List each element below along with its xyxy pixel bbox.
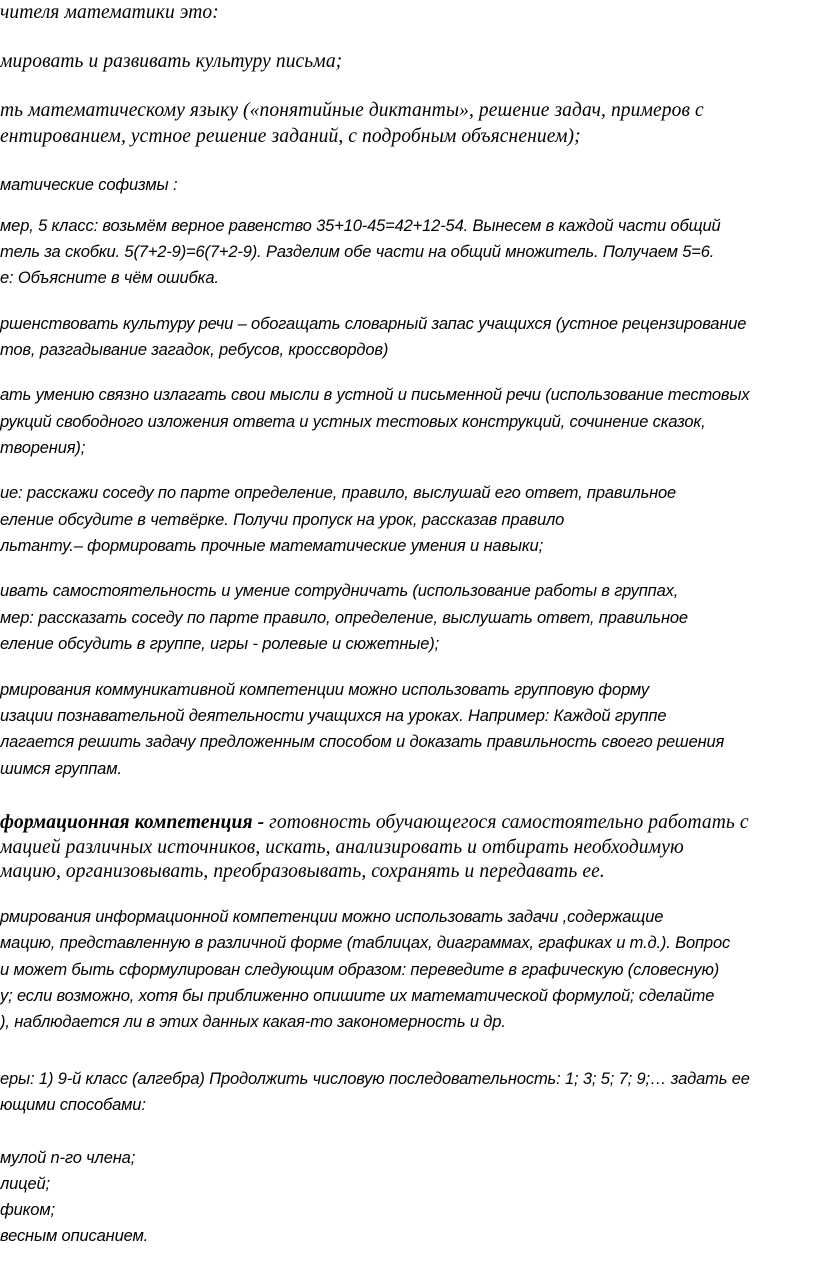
info-competence-term: формационная компетенция - xyxy=(0,812,265,833)
intro-line-2: мировать и развивать культуру письма; xyxy=(0,51,343,72)
sophisms-heading: матические софизмы : xyxy=(0,176,178,194)
communicative-line-3: лагается решить задачу предложенным способом и доказать правильность своего решения xyxy=(0,733,725,751)
info-tasks-line-1: рмирования информационной компетенции можно использовать задачи ,содержащие xyxy=(0,908,664,926)
info-competence-definition: готовность обучающегося самостоятельно работать с xyxy=(264,812,749,833)
method-item-graph: фиком; xyxy=(0,1201,55,1219)
method-item-table: лицей; xyxy=(0,1175,50,1193)
independence-line-1: ивать самостоятельность и умение сотрудничать (использование работы в группах, xyxy=(0,582,679,600)
info-tasks-line-4: у; если возможно, хотя бы приближенно опишите их математической формулой; сделайте xyxy=(0,987,715,1005)
communicative-line-2: изации познавательной деятельности учащихся на уроках. Например: Каждой группе xyxy=(0,707,667,725)
intro-line-3: ть математическому языку («понятийные диктанты», решение задач, примеров с xyxy=(0,100,704,121)
communicative-line-4: шимся группам. xyxy=(0,760,122,778)
speech-line-2: тов, разгадывание загадок, ребусов, кроссвордов) xyxy=(0,341,389,359)
communicative-line-1: рмирования коммуникативной компетенции можно использовать групповую форму xyxy=(0,681,650,699)
independence-line-3: еление обсудить в группе, игры - ролевые и сюжетные); xyxy=(0,635,440,653)
info-competence-line-3: мацию, организовывать, преобразовывать, сохранять и передавать ее. xyxy=(0,861,605,882)
speech-line-1: ршенствовать культуру речи – обогащать словарный запас учащихся (устное рецензирование xyxy=(0,315,747,333)
examples-line-1: еры: 1) 9-й класс (алгебра) Продолжить числовую последовательность: 1; 3; 5; 7; 9;… задать ее xyxy=(0,1070,750,1088)
examples-line-2: ющими способами: xyxy=(0,1096,146,1114)
sophisms-line-3: тель за скобки. 5(7+2-9)=6(7+2-9). Разделим обе части на общий множитель. Получаем 5=6. xyxy=(0,243,715,261)
tell-neighbor-line-1: ие: расскажи соседу по парте определение, правило, выслушай его ответ, правильное xyxy=(0,484,677,502)
info-tasks-line-3: и может быть сформулирован следующим образом: переведите в графическую (словесную) xyxy=(0,961,720,979)
independence-line-2: мер: рассказать соседу по парте правило, определение, выслушать ответ, правильное xyxy=(0,609,688,627)
coherent-line-1: ать умению связно излагать свои мысли в устной и письменной речи (использование тестовых xyxy=(0,386,750,404)
info-tasks-line-2: мацию, представленную в различной форме (таблицах, диаграммах, графиках и т.д.). Вопрос xyxy=(0,934,731,952)
method-item-formula: мулой n-го члена; xyxy=(0,1149,136,1167)
info-competence-line-1 xyxy=(0,812,749,834)
coherent-line-2: рукций свободного изложения ответа и устных тестовых конструкций, сочинение сказок, xyxy=(0,413,706,431)
sophisms-line-2: мер, 5 класс: возьмём верное равенство 35+10-45=42+12-54. Вынесем в каждой части общий xyxy=(0,217,721,235)
intro-line-4: ентированием, устное решение заданий, с подробным объяснением); xyxy=(0,126,581,147)
intro-line-1: чителя математики это: xyxy=(0,2,219,23)
info-tasks-line-5: ), наблюдается ли в этих данных какая-то закономерность и др. xyxy=(0,1013,506,1031)
sophisms-line-4: е: Объясните в чём ошибка. xyxy=(0,269,219,287)
method-item-verbal: весным описанием. xyxy=(0,1227,149,1245)
tell-neighbor-line-2: еление обсудите в четвёрке. Получи пропуск на урок, рассказав правило xyxy=(0,511,565,529)
info-competence-line-2: мацией различных источников, искать, анализировать и отбирать необходимую xyxy=(0,837,684,858)
coherent-line-3: творения); xyxy=(0,439,86,457)
tell-neighbor-line-3: льтанту.– формировать прочные математические умения и навыки; xyxy=(0,537,544,555)
